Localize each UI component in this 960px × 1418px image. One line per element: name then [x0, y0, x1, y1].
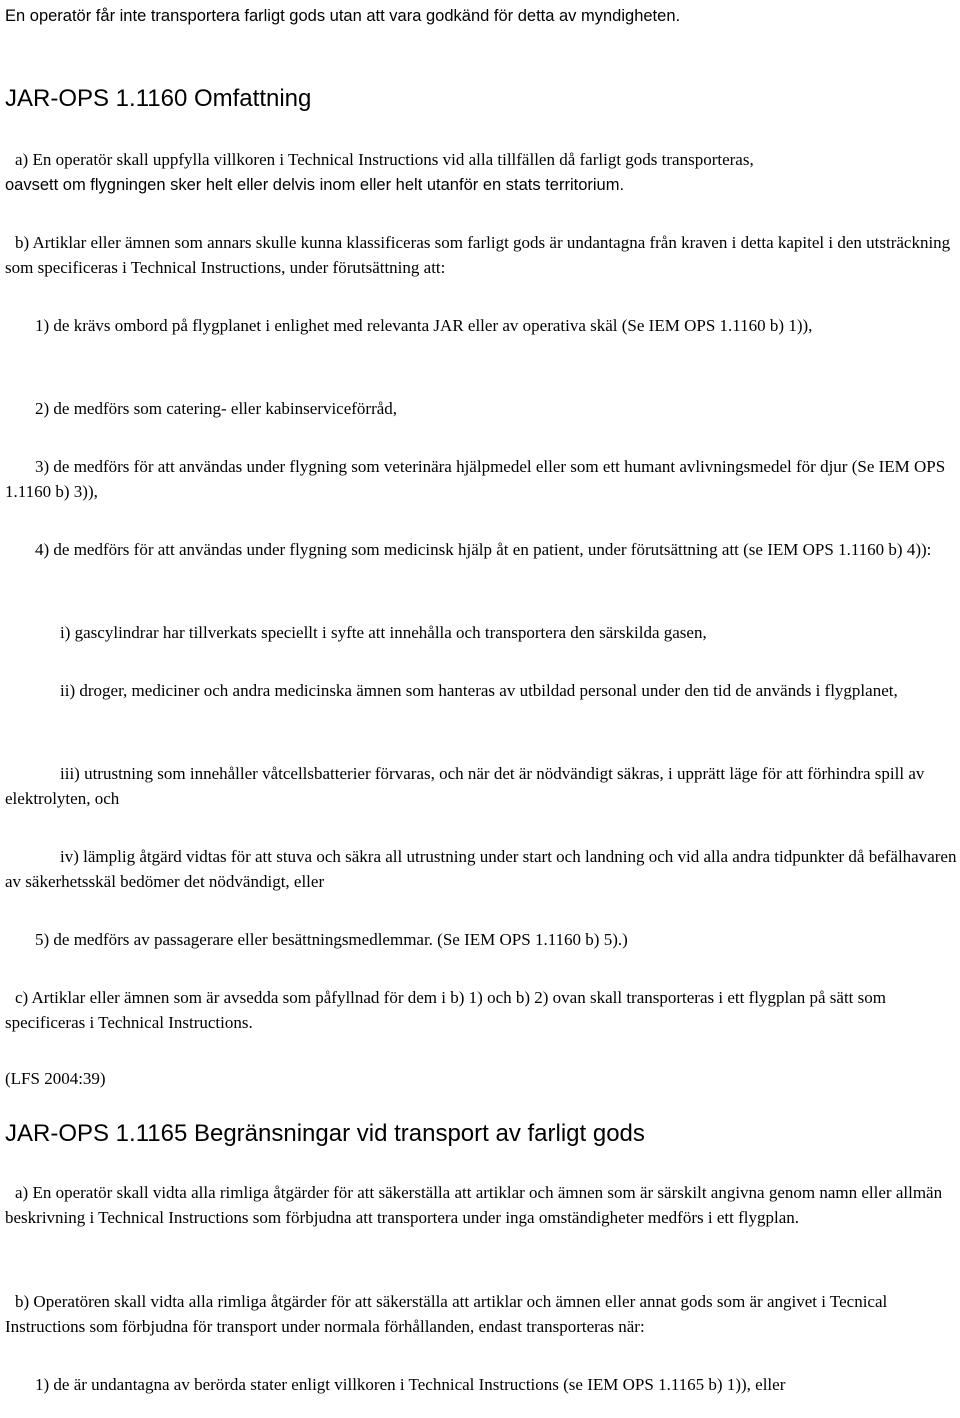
section-1160-a — [5, 147, 957, 198]
section-1160-c: c) Artiklar eller ämnen som är avsedda som påfyllnad för dem i b) 1) och b) 2) ovan skall transporteras i ett flygplan på sätt som specificeras i Technical Instructions. — [5, 988, 886, 1032]
intro-line: En operatör får inte transportera farligt gods utan att vara godkänd för detta av myndigheten. — [5, 7, 681, 25]
section-1160-b1: 1) de krävs ombord på flygplanet i enlighet med relevanta JAR eller av operativa skäl (Se IEM OPS 1.1160 b) 1)), — [35, 316, 813, 335]
section-1160-b: b) Artiklar eller ämnen som annars skulle kunna klassificeras som farligt gods är undantagna från kraven i detta kapitel i den utsträckning som specificeras i Technical Instructions, under förutsättning att: — [5, 233, 951, 277]
section-1160-b4-iv: iv) lämplig åtgärd vidtas för att stuva och säkra all utrustning under start och landning och vid alla andra tidpunkter då befälhavaren av säkerhetsskäl bedömer det nödvändigt, eller — [5, 847, 957, 891]
section-1160-b3: 3) de medförs för att användas under flygning som veterinära hjälpmedel eller som ett humant avlivningsmedel för djur (Se IEM OPS 1.1160 b) 3)), — [5, 457, 946, 501]
section-1165-b: b) Operatören skall vidta alla rimliga åtgärder för att säkerställa att artiklar och ämnen eller annat gods som är angivet i Tecnical Instructions som förbjudna för transport under normala förhållanden, endast transporteras när: — [5, 1292, 888, 1336]
section-1160-a-rest: oavsett om flygningen sker helt eller delvis inom eller helt utanför en stats territorium. — [5, 176, 625, 194]
section-1165-heading: JAR-OPS 1.1165 Begränsningar vid transport av farligt gods — [5, 1120, 645, 1147]
section-1160-b4: 4) de medförs för att användas under flygning som medicinsk hjälp åt en patient, under förutsättning att (se IEM OPS 1.1160 b) 4)): — [35, 540, 932, 559]
section-1160-heading: JAR-OPS 1.1160 Omfattning — [5, 85, 312, 112]
section-1160-b4-iii: iii) utrustning som innehåller våtcellsbatterier förvaras, och när det är nödvändigt säkras, i upprätt läge för att förhindra spill av elektrolyten, och — [5, 764, 925, 808]
section-1165-b1: 1) de är undantagna av berörda stater enligt villkoren i Technical Instructions (se IEM OPS 1.1165 b) 1)), eller — [35, 1375, 786, 1394]
section-1160-b4-ii: ii) droger, mediciner och andra medicinska ämnen som hanteras av utbildad personal under den tid de används i flygplanet, — [60, 681, 898, 700]
section-1160-b5: 5) de medförs av passagerare eller besättningsmedlemmar. (Se IEM OPS 1.1160 b) 5).) — [35, 930, 628, 949]
section-1160-b4-i: i) gascylindrar har tillverkats speciellt i syfte att innehålla och transportera den särskilda gasen, — [60, 623, 707, 642]
section-1160-b2: 2) de medförs som catering- eller kabinserviceförråd, — [35, 399, 398, 418]
section-1160-reference: (LFS 2004:39) — [5, 1069, 106, 1088]
section-1165-a: a) En operatör skall vidta alla rimliga åtgärder för att säkerställa att artiklar och ämnen som är särskilt angivna genom namn eller allmän beskrivning i Technical Instructions som förbjudna att transportera under inga omständigheter medförs i ett flygplan. — [5, 1183, 943, 1227]
section-1160-a-lead: a) En operatör skall uppfylla villkoren i Technical Instructions vid alla tillfällen då farligt gods transporteras, — [15, 150, 754, 169]
